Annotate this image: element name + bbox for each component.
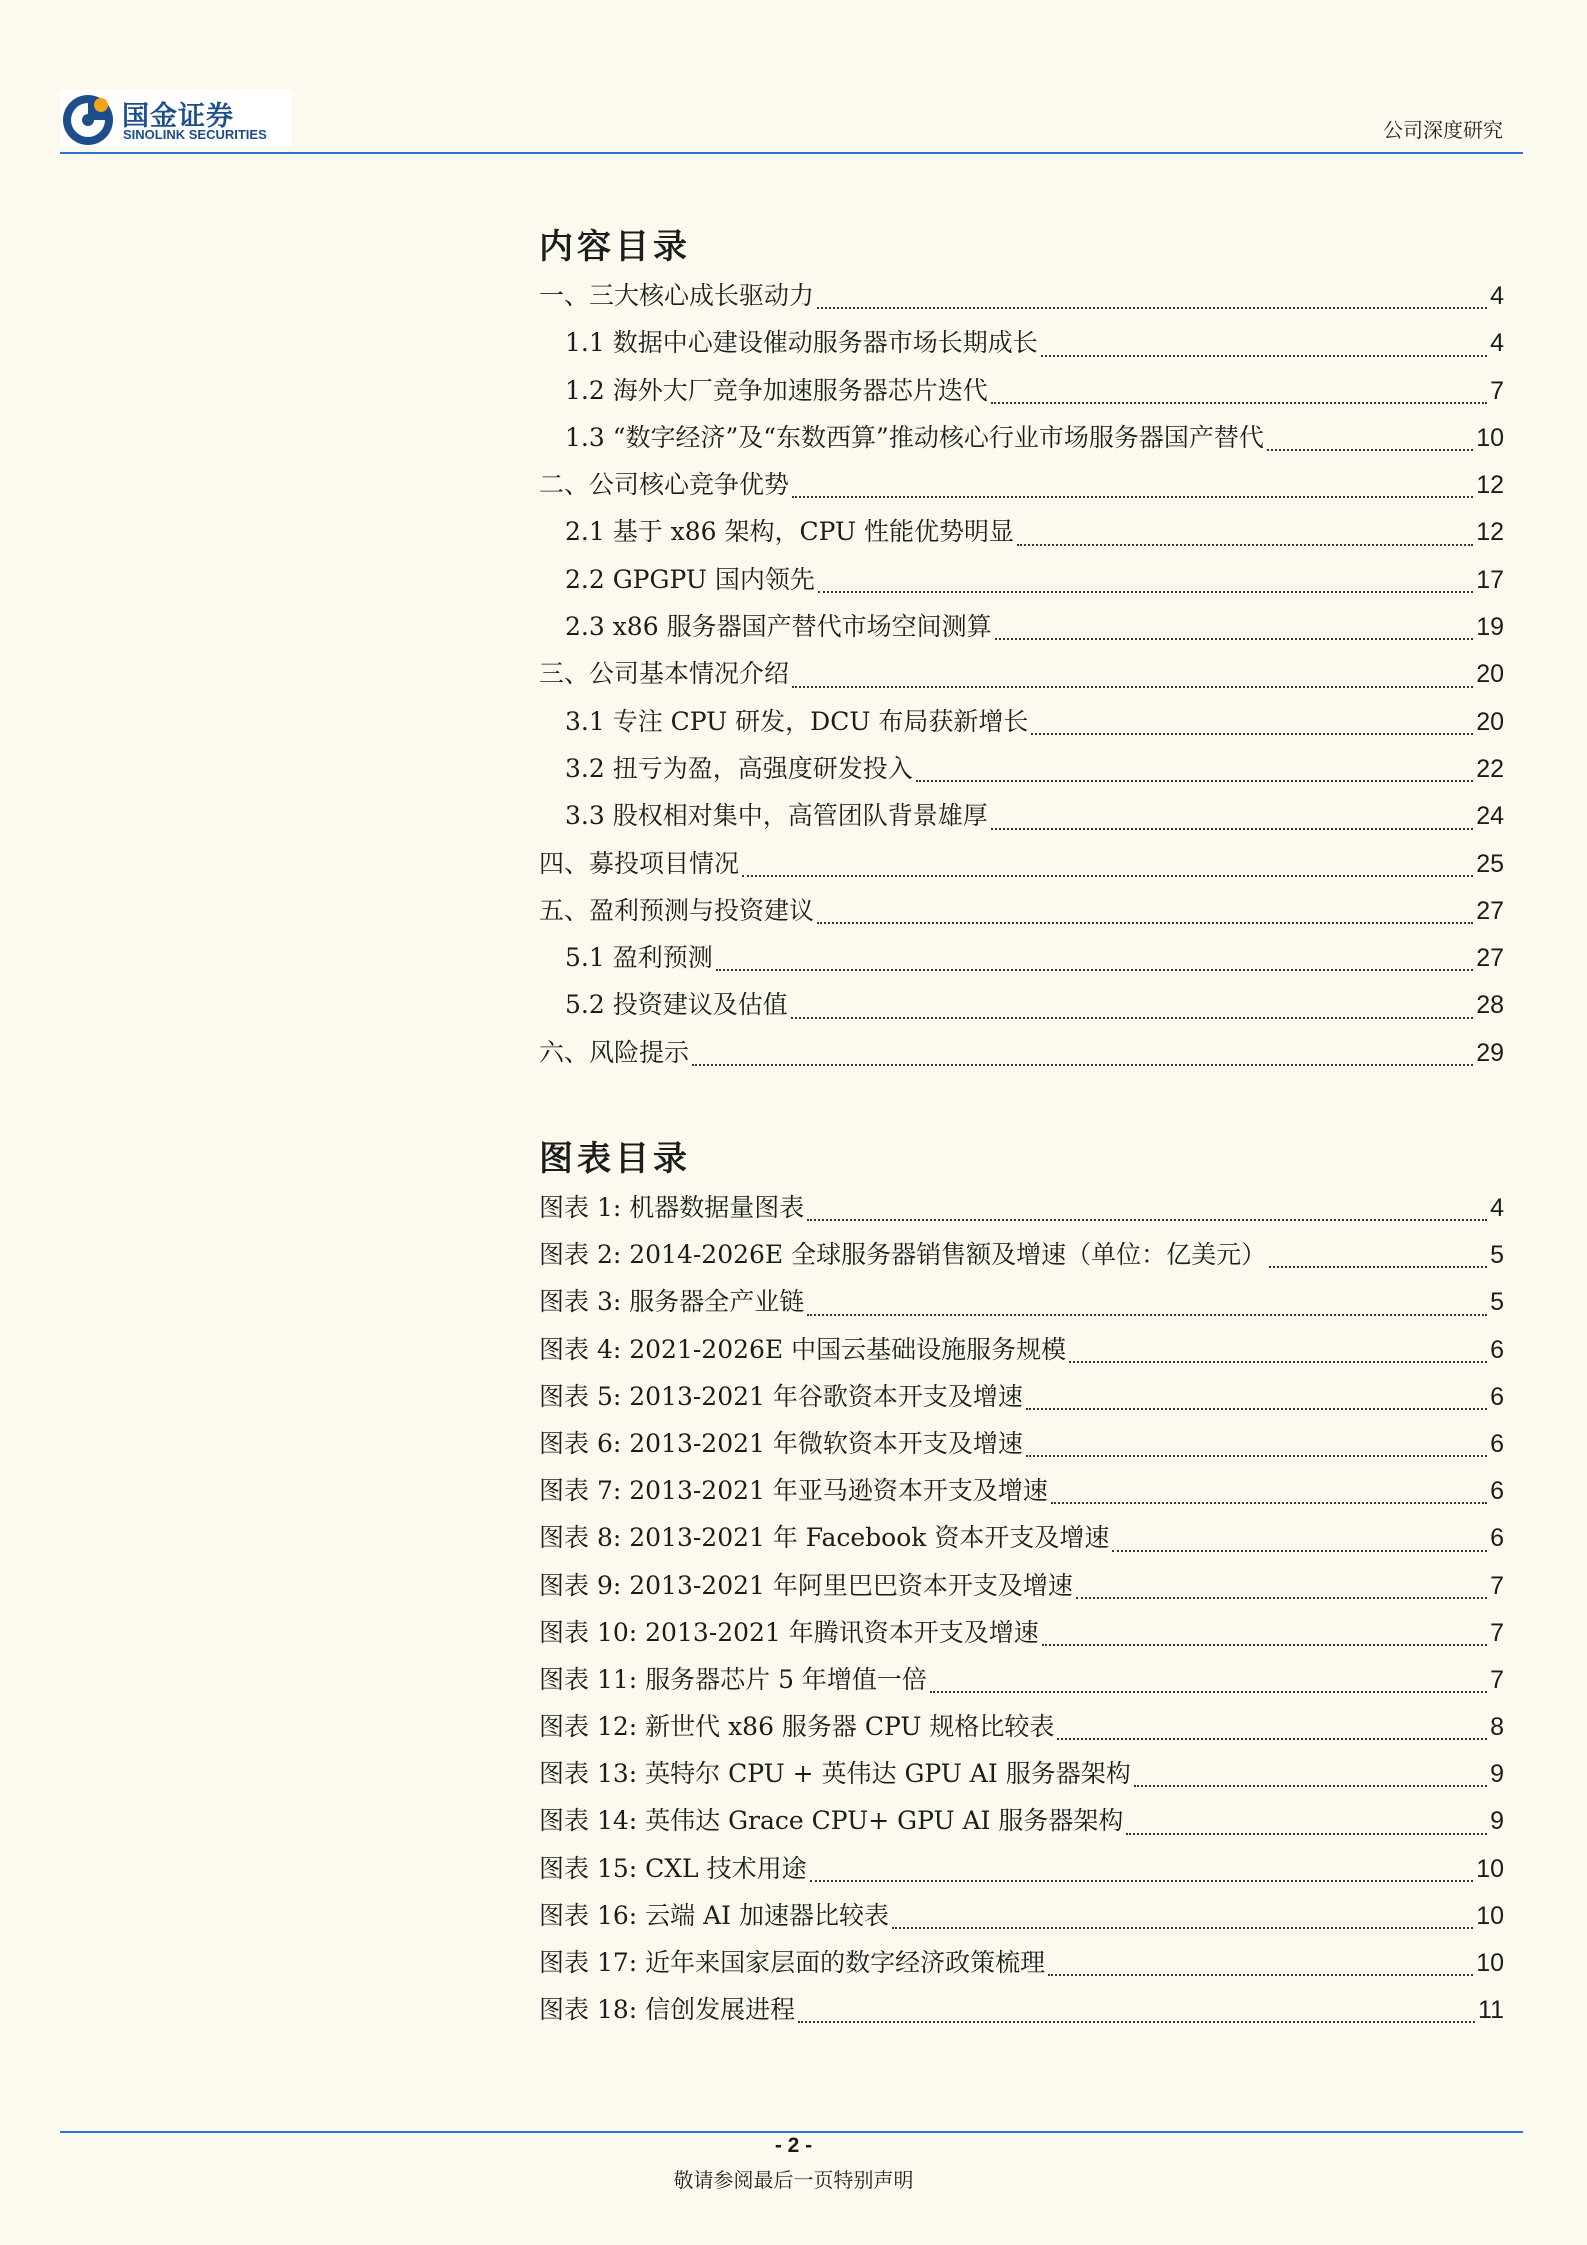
- toc-entry-page: 22: [1476, 754, 1504, 783]
- toc-dot-leader: [807, 1314, 1487, 1316]
- toc-entry-title: 图表 11: 服务器芯片 5 年增值一倍: [539, 1664, 927, 1694]
- toc-dot-leader: [991, 402, 1487, 404]
- toc-entry-page: 4: [1490, 1194, 1504, 1222]
- toc-entry[interactable]: [539, 319, 1504, 366]
- toc-dot-leader: [991, 828, 1473, 830]
- toc-entry-page: 4: [1490, 329, 1504, 358]
- toc-entry-title: 图表 10: 2013-2021 年腾讯资本开支及增速: [539, 1617, 1039, 1647]
- toc-entry[interactable]: [539, 367, 1504, 414]
- toc-entry-title: 5.2 投资建议及估值: [565, 990, 788, 1020]
- toc-entry-page: 6: [1490, 1477, 1504, 1506]
- figure-toc-entry[interactable]: [539, 1278, 1504, 1325]
- toc-dot-leader: [791, 1017, 1473, 1019]
- toc-dot-leader: [995, 638, 1474, 640]
- toc-entry-title: 图表 3: 服务器全产业链: [539, 1287, 805, 1317]
- toc-entry-page: 4: [1490, 282, 1504, 310]
- toc-entry-title: 图表 2: 2014-2026E 全球服务器销售额及增速（单位：亿美元）: [539, 1240, 1267, 1270]
- toc-entry[interactable]: [539, 698, 1504, 745]
- figure-toc-entry[interactable]: [539, 1326, 1504, 1373]
- toc-entry-title: 五、盈利预测与投资建议: [539, 895, 815, 925]
- toc-entry-title: 2.3 x86 服务器国产替代市场空间测算: [565, 612, 992, 642]
- figure-toc-entry[interactable]: [539, 1184, 1504, 1231]
- figure-toc-entry[interactable]: [539, 1467, 1504, 1514]
- toc-dot-leader: [1031, 733, 1473, 735]
- toc-entry-title: 图表 14: 英伟达 Grace CPU+ GPU AI 服务器架构: [539, 1806, 1124, 1836]
- toc-entry[interactable]: [539, 792, 1504, 839]
- toc-entry-page: 17: [1476, 565, 1504, 594]
- toc-entry-title: 1.1 数据中心建设催动服务器市场长期成长: [565, 328, 1038, 358]
- figure-toc-entry[interactable]: [539, 1750, 1504, 1797]
- figure-toc-entry[interactable]: [539, 1845, 1504, 1892]
- toc-entry-page: 12: [1476, 518, 1504, 547]
- toc-entry-page: 20: [1476, 660, 1504, 689]
- toc-entry-title: 图表 12: 新世代 x86 服务器 CPU 规格比较表: [539, 1712, 1055, 1742]
- header-divider: [60, 152, 1523, 154]
- toc-entry-page: 28: [1476, 991, 1504, 1020]
- toc-entry[interactable]: [539, 272, 1504, 319]
- figure-toc-entry[interactable]: [539, 1939, 1504, 1986]
- page-number: - 2 -: [774, 2134, 813, 2157]
- report-type-label: 公司深度研究: [1383, 118, 1503, 142]
- toc-dot-leader: [1051, 1502, 1487, 1504]
- toc-dot-leader: [1126, 1833, 1487, 1835]
- footer-divider: [60, 2131, 1523, 2133]
- toc-entry[interactable]: [539, 981, 1504, 1028]
- toc-dot-leader: [742, 875, 1473, 877]
- toc-entry-page: 9: [1490, 1807, 1504, 1836]
- toc-entry-title: 图表 15: CXL 技术用途: [539, 1853, 807, 1883]
- toc-entry-title: 图表 18: 信创发展进程: [539, 1995, 796, 2025]
- toc-entry-page: 7: [1490, 376, 1504, 405]
- toc-entry-page: 6: [1490, 1429, 1504, 1458]
- toc-entry-title: 图表 7: 2013-2021 年亚马逊资本开支及增速: [539, 1476, 1048, 1506]
- figure-toc-entry[interactable]: [539, 1373, 1504, 1420]
- figure-toc-entry[interactable]: [539, 1656, 1504, 1703]
- toc-dot-leader: [798, 2021, 1475, 2023]
- toc-entry-page: 5: [1490, 1241, 1504, 1270]
- contents-list: [539, 272, 1504, 1076]
- toc-dot-leader: [807, 1219, 1487, 1221]
- toc-entry-title: 2.2 GPGPU 国内领先: [565, 564, 815, 594]
- figure-toc-entry[interactable]: [539, 1514, 1504, 1561]
- toc-entry[interactable]: [539, 603, 1504, 650]
- toc-entry[interactable]: [539, 650, 1504, 697]
- toc-entry-title: 六、风险提示: [539, 1037, 690, 1067]
- toc-entry-page: 25: [1476, 849, 1504, 878]
- toc-dot-leader: [1267, 449, 1473, 451]
- toc-dot-leader: [817, 922, 1473, 924]
- toc-entry-page: 20: [1476, 707, 1504, 736]
- toc-dot-leader: [1269, 1266, 1487, 1268]
- toc-dot-leader: [810, 1880, 1474, 1882]
- toc-entry-title: 四、募投项目情况: [539, 848, 740, 878]
- toc-entry-page: 29: [1476, 1038, 1504, 1067]
- toc-dot-leader: [1041, 355, 1487, 357]
- toc-dot-leader: [1017, 544, 1473, 546]
- toc-dot-leader: [792, 686, 1473, 688]
- toc-entry-page: 11: [1478, 1996, 1504, 2025]
- figure-toc-entry[interactable]: [539, 1562, 1504, 1609]
- logo-chinese-name: 国金证券: [122, 101, 234, 132]
- sinolink-logo: [60, 90, 292, 146]
- page-header: [60, 84, 1523, 154]
- toc-entry-title: 图表 4: 2021-2026E 中国云基础设施服务规模: [539, 1334, 1067, 1364]
- toc-entry-title: 图表 5: 2013-2021 年谷歌资本开支及增速: [539, 1381, 1023, 1411]
- toc-dot-leader: [716, 969, 1473, 971]
- toc-dot-leader: [817, 307, 1487, 309]
- toc-entry-title: 5.1 盈利预测: [565, 943, 713, 973]
- toc-entry-page: 7: [1490, 1618, 1504, 1647]
- toc-entry-page: 10: [1476, 423, 1504, 452]
- toc-entry[interactable]: [539, 1029, 1504, 1076]
- toc-entry-page: 9: [1490, 1760, 1504, 1789]
- logo-english-name: SINOLINK SECURITIES: [123, 127, 267, 142]
- toc-entry[interactable]: [539, 556, 1504, 603]
- disclaimer-note: 敬请参阅最后一页特别声明: [673, 2168, 914, 2192]
- toc-entry-page: 24: [1476, 802, 1504, 831]
- toc-entry-page: 6: [1490, 1382, 1504, 1411]
- toc-entry-page: 27: [1476, 896, 1504, 925]
- toc-entry-page: 7: [1490, 1571, 1504, 1600]
- toc-entry[interactable]: [539, 508, 1504, 555]
- toc-entry-title: 3.2 扭亏为盈，高强度研发投入: [565, 753, 913, 783]
- toc-dot-leader: [1048, 1974, 1473, 1976]
- figure-toc-entry[interactable]: [539, 1797, 1504, 1844]
- figure-toc-entry[interactable]: [539, 1703, 1504, 1750]
- toc-entry-title: 1.3 “数字经济”及“东数西算”推动核心行业市场服务器国产替代: [565, 422, 1264, 452]
- toc-dot-leader: [792, 496, 1473, 498]
- toc-dot-leader: [1026, 1455, 1487, 1457]
- figures-toc: [539, 1134, 1504, 2033]
- toc-entry-page: 10: [1476, 1854, 1504, 1883]
- toc-entry[interactable]: [539, 461, 1504, 508]
- toc-entry-page: 19: [1476, 613, 1504, 642]
- toc-entry-title: 图表 17: 近年来国家层面的数字经济政策梳理: [539, 1948, 1046, 1977]
- figure-toc-entry[interactable]: [539, 1986, 1504, 2033]
- toc-dot-leader: [916, 780, 1473, 782]
- toc-entry-title: 图表 13: 英特尔 CPU + 英伟达 GPU AI 服务器架构: [539, 1759, 1131, 1789]
- contents-title: 内容目录: [539, 227, 691, 267]
- toc-entry[interactable]: [539, 840, 1504, 887]
- toc-entry-page: 12: [1476, 471, 1504, 500]
- figure-toc-entry[interactable]: [539, 1231, 1504, 1278]
- figure-toc-entry[interactable]: [539, 1892, 1504, 1939]
- toc-dot-leader: [692, 1064, 1473, 1066]
- toc-entry-page: 10: [1476, 1901, 1504, 1930]
- toc-entry[interactable]: [539, 414, 1504, 461]
- contents-toc: [539, 222, 1504, 1076]
- toc-entry-title: 2.1 基于 x86 架构，CPU 性能优势明显: [565, 517, 1015, 547]
- toc-entry-page: 8: [1490, 1713, 1504, 1742]
- figures-title: 图表目录: [539, 1139, 691, 1179]
- toc-dot-leader: [1112, 1550, 1487, 1552]
- toc-entry-title: 3.1 专注 CPU 研发，DCU 布局获新增长: [565, 706, 1029, 736]
- toc-dot-leader: [1042, 1644, 1487, 1646]
- toc-dot-leader: [1076, 1597, 1487, 1599]
- toc-dot-leader: [818, 591, 1473, 593]
- toc-entry-title: 一、三大核心成长驱动力: [539, 281, 815, 310]
- toc-entry-page: 10: [1476, 1949, 1504, 1977]
- toc-dot-leader: [892, 1927, 1473, 1929]
- toc-entry-page: 6: [1490, 1524, 1504, 1553]
- toc-entry-title: 图表 9: 2013-2021 年阿里巴巴资本开支及增速: [539, 1570, 1073, 1600]
- toc-entry-page: 6: [1490, 1335, 1504, 1364]
- toc-entry[interactable]: [539, 934, 1504, 981]
- toc-entry-page: 7: [1490, 1665, 1504, 1694]
- toc-entry-page: 5: [1490, 1288, 1504, 1317]
- toc-entry[interactable]: [539, 745, 1504, 792]
- toc-entry-title: 图表 6: 2013-2021 年微软资本开支及增速: [539, 1428, 1023, 1458]
- toc-dot-leader: [1057, 1738, 1487, 1740]
- figures-list: [539, 1184, 1504, 2033]
- toc-entry-page: 27: [1476, 944, 1504, 973]
- toc-dot-leader: [1134, 1785, 1487, 1787]
- toc-entry-title: 1.2 海外大厂竞争加速服务器芯片迭代: [565, 375, 988, 405]
- toc-entry-title: 二、公司核心竞争优势: [539, 470, 790, 500]
- sinolink-logo-icon: [60, 90, 116, 146]
- toc-entry-title: 图表 1: 机器数据量图表: [539, 1193, 805, 1222]
- toc-entry-title: 3.3 股权相对集中，高管团队背景雄厚: [565, 801, 988, 831]
- toc-dot-leader: [1026, 1408, 1487, 1410]
- toc-entry-title: 三、公司基本情况介绍: [539, 659, 790, 689]
- figure-toc-entry[interactable]: [539, 1609, 1504, 1656]
- toc-entry[interactable]: [539, 887, 1504, 934]
- toc-entry-title: 图表 8: 2013-2021 年 Facebook 资本开支及增速: [539, 1523, 1110, 1553]
- toc-entry-title: 图表 16: 云端 AI 加速器比较表: [539, 1900, 889, 1930]
- toc-dot-leader: [1069, 1361, 1487, 1363]
- figure-toc-entry[interactable]: [539, 1420, 1504, 1467]
- toc-dot-leader: [930, 1691, 1487, 1693]
